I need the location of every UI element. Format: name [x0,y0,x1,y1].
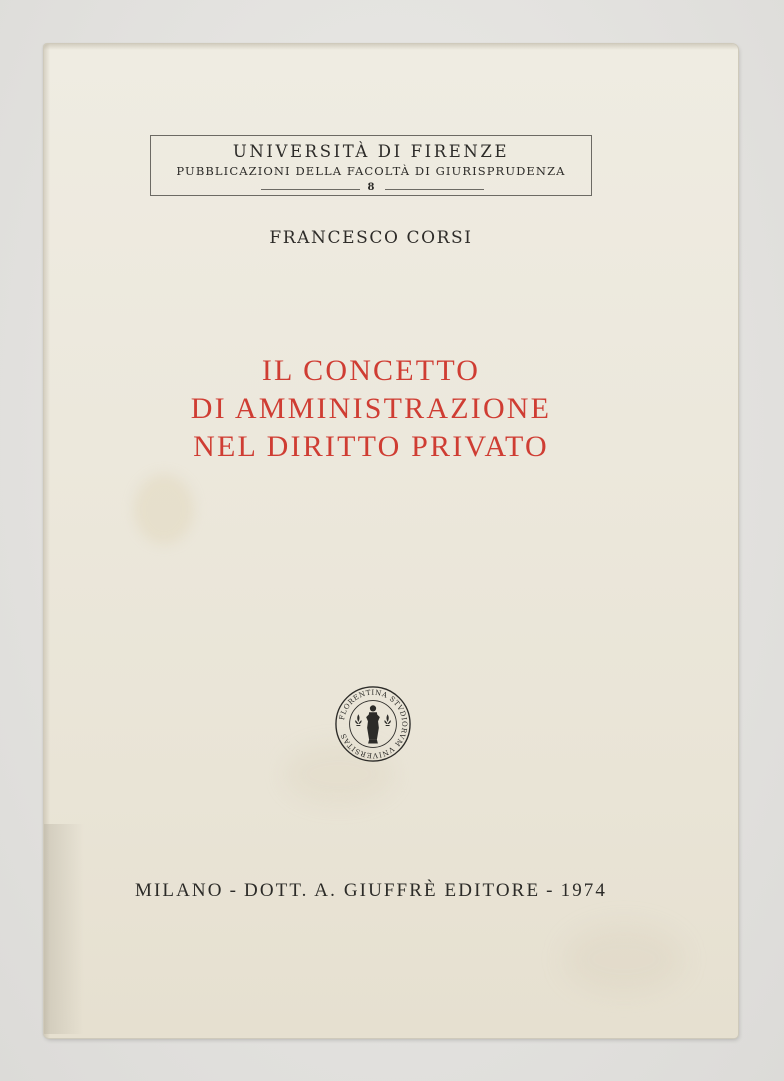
book-title [44,352,698,466]
imprint [44,880,698,902]
series-faculty: PUBBLICAZIONI DELLA FACOLTÀ DI GIURISPRUDENZA [176,164,566,178]
title-line: NEL DIRITTO PRIVATO [193,430,549,463]
series-rule [385,189,484,190]
university-seal-icon [334,685,412,763]
seal-legend-path: FLORENTINA STVDIORVM VNIVERSITAS [337,687,410,761]
author-name: FRANCESCO CORSI [269,228,473,248]
title-line: DI AMMINISTRAZIONE [190,392,552,425]
imprint-separator: - [229,880,238,901]
book-cover [44,44,738,1038]
series-box [150,135,592,196]
title-line: IL CONCETTO [261,354,481,387]
spine-wear [44,824,84,1034]
paper-stain [564,924,684,994]
series-university: UNIVERSITÀ DI FIRENZE [232,142,510,161]
paper-stain [134,474,194,544]
imprint-year: 1974 [560,880,608,901]
series-number-row [151,182,591,196]
imprint-publisher: DOTT. A. GIUFFRÈ EDITORE [244,880,541,901]
imprint-separator: - [546,880,555,901]
cover-top-edge [44,44,738,50]
imprint-city: MILANO [134,880,224,901]
series-number: 8 [367,182,375,193]
